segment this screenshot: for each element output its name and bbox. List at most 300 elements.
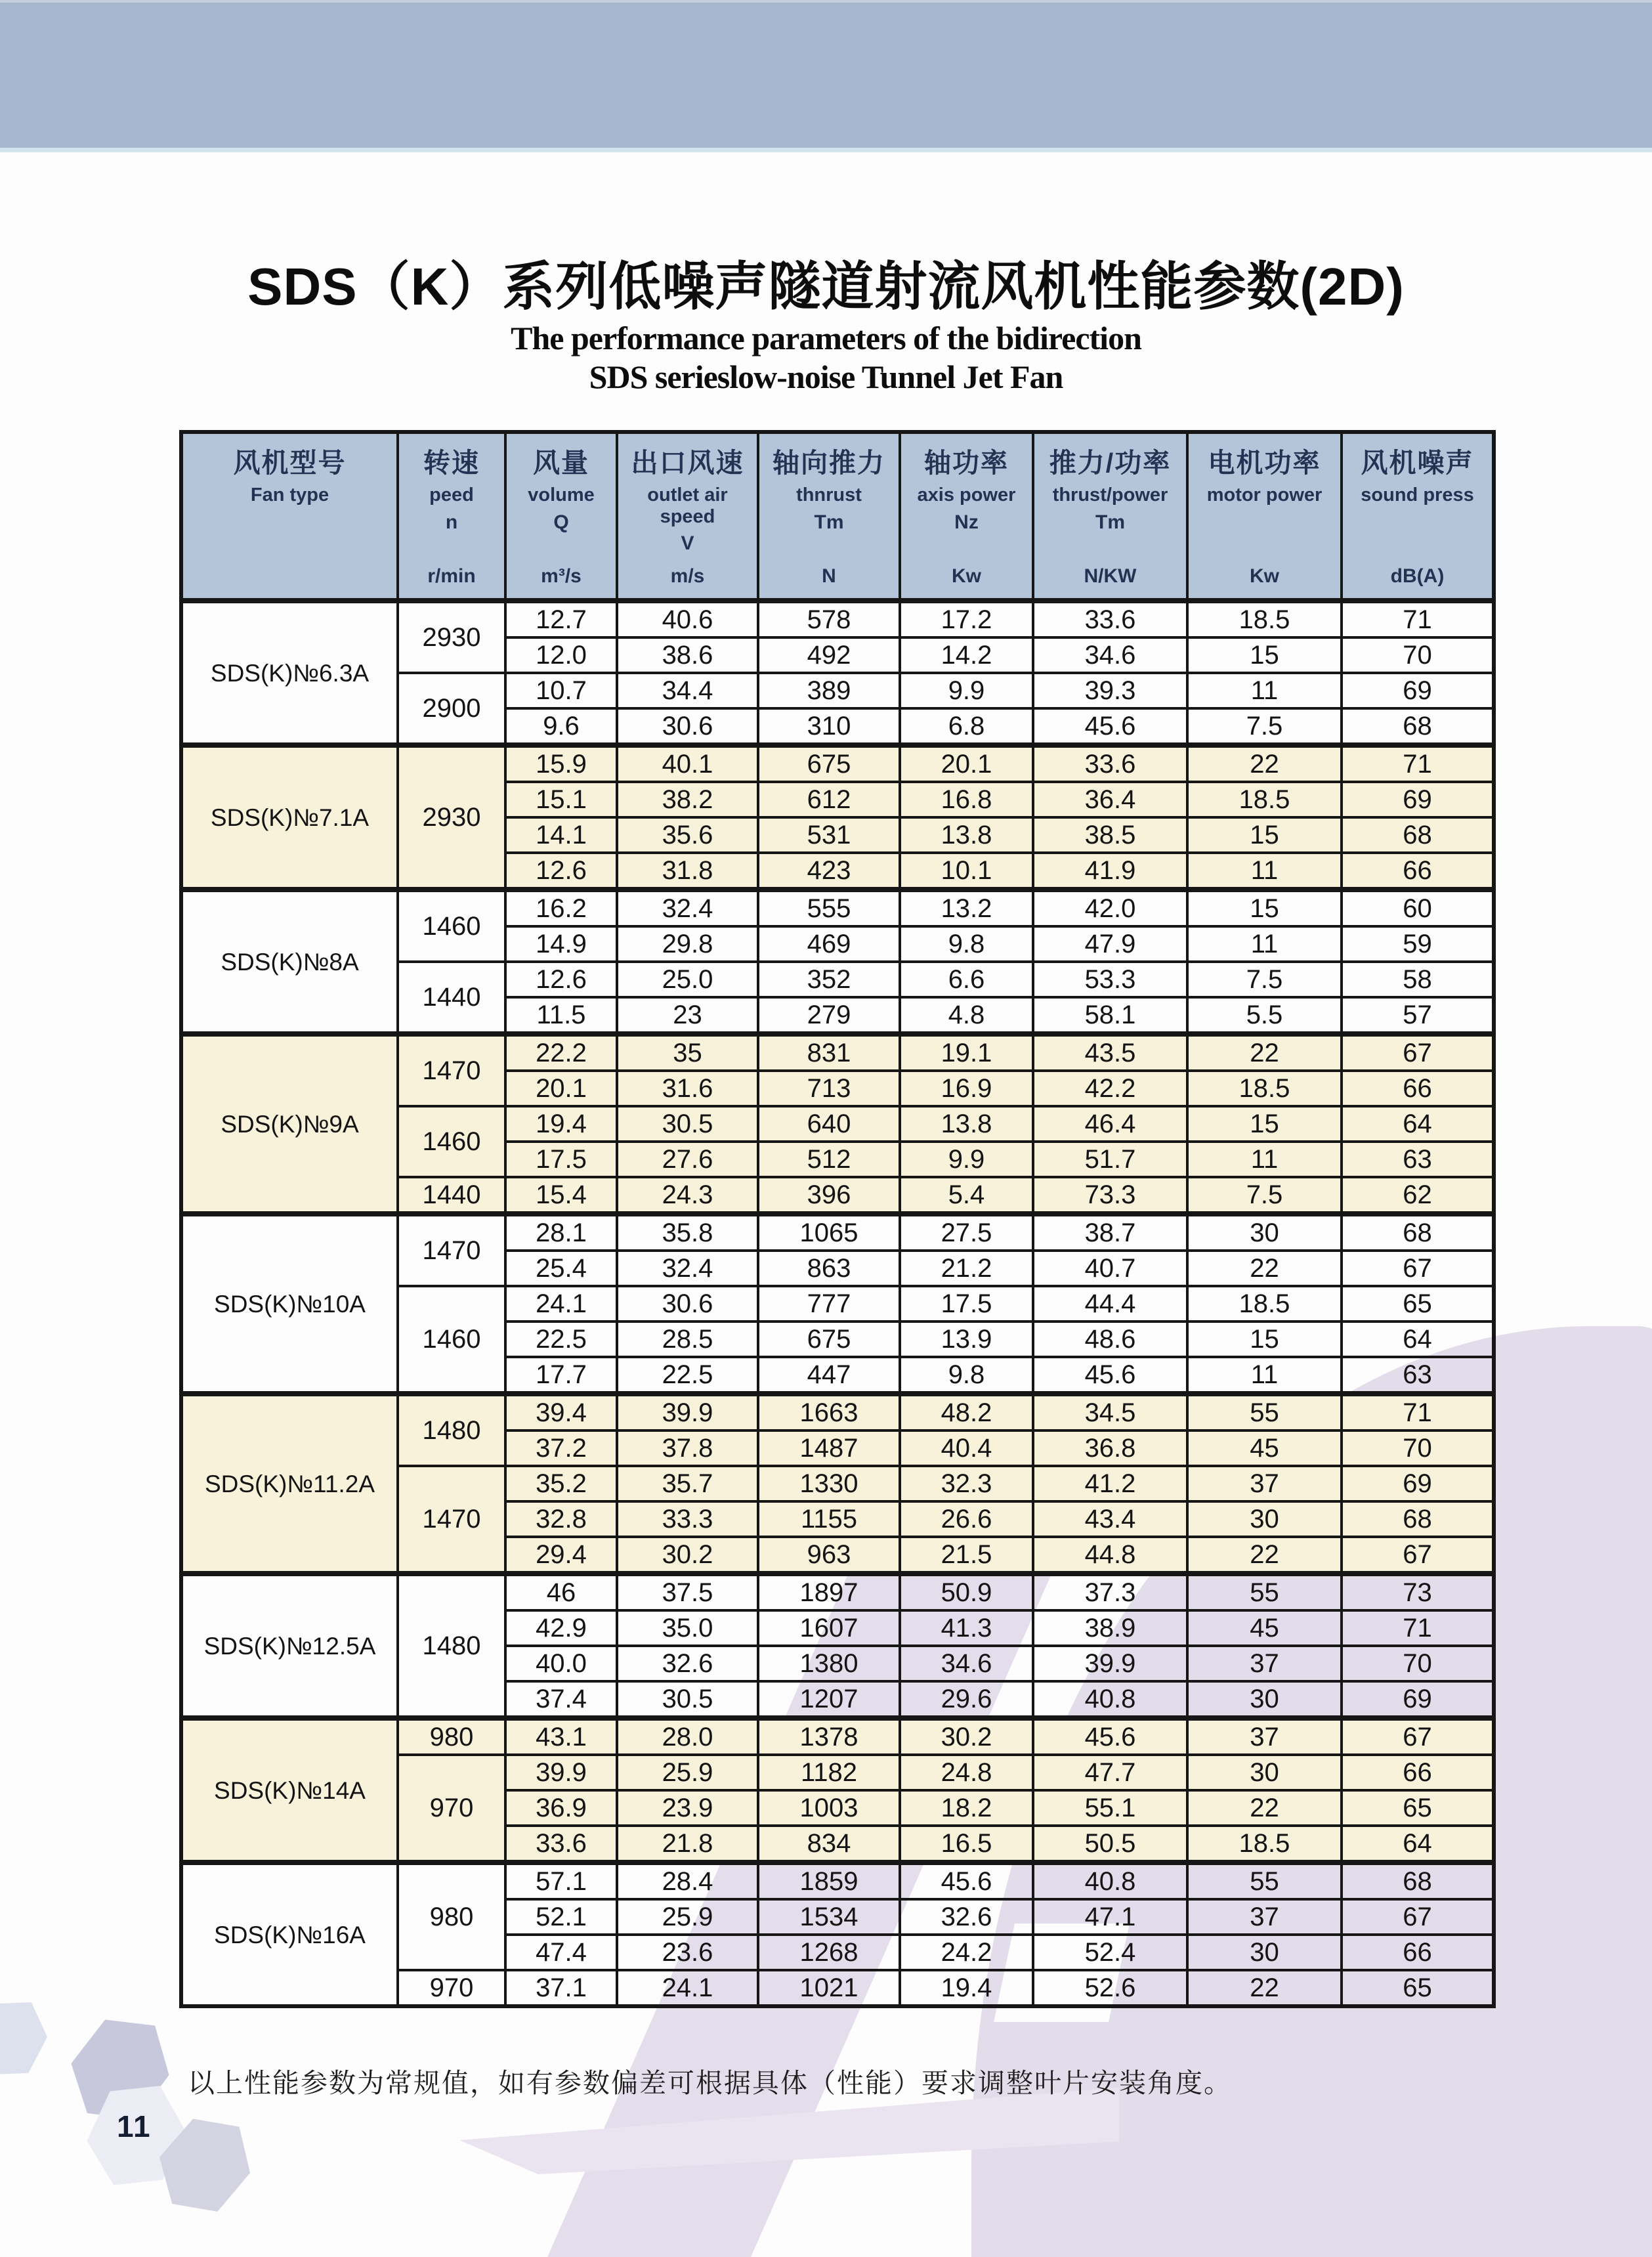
- value-cell: 37.4: [505, 1681, 617, 1718]
- header-text: Tm: [1095, 511, 1125, 533]
- value-cell: 22: [1187, 1970, 1342, 2006]
- column-header: [617, 432, 758, 601]
- value-cell: 37.2: [505, 1430, 617, 1466]
- value-cell: 24.8: [900, 1755, 1033, 1790]
- table-row: [181, 601, 1494, 637]
- value-cell: 32.3: [900, 1466, 1033, 1501]
- value-cell: 52.6: [1033, 1970, 1187, 2006]
- value-cell: 57.1: [505, 1862, 617, 1899]
- value-cell: 24.1: [505, 1286, 617, 1322]
- fan-model-cell: SDS(K)№6.3A: [181, 601, 398, 745]
- value-cell: 396: [758, 1177, 900, 1214]
- header-text: r/min: [427, 565, 476, 587]
- page-title-english-line1: The performance parameters of the bidirection: [511, 320, 1141, 356]
- value-cell: 15: [1187, 1106, 1342, 1142]
- value-cell: 29.6: [900, 1681, 1033, 1718]
- value-cell: 46.4: [1033, 1106, 1187, 1142]
- value-cell: 11: [1187, 853, 1342, 890]
- value-cell: 70: [1342, 1646, 1494, 1681]
- value-cell: 53.3: [1033, 962, 1187, 997]
- value-cell: 58.1: [1033, 997, 1187, 1034]
- value-cell: 66: [1342, 853, 1494, 890]
- value-cell: 32.6: [617, 1646, 758, 1681]
- value-cell: 69: [1342, 1466, 1494, 1501]
- value-cell: 40.8: [1033, 1862, 1187, 1899]
- value-cell: 47.4: [505, 1935, 617, 1970]
- speed-cell: 1440: [398, 1177, 505, 1214]
- value-cell: 23.9: [617, 1790, 758, 1826]
- value-cell: 65: [1342, 1790, 1494, 1826]
- value-cell: 675: [758, 745, 900, 782]
- value-cell: 20.1: [900, 745, 1033, 782]
- header-text: 电机功率: [1208, 448, 1321, 478]
- value-cell: 310: [758, 708, 900, 745]
- value-cell: 39.3: [1033, 673, 1187, 708]
- header-text: 风机型号: [233, 448, 347, 478]
- value-cell: 38.6: [617, 637, 758, 673]
- page-title-chinese: SDS（K）系列低噪声隧道射流风机性能参数(2D): [247, 257, 1405, 316]
- value-cell: 68: [1342, 1214, 1494, 1251]
- value-cell: 44.4: [1033, 1286, 1187, 1322]
- value-cell: 7.5: [1187, 1177, 1342, 1214]
- value-cell: 45.6: [1033, 1718, 1187, 1755]
- value-cell: 32.6: [900, 1899, 1033, 1935]
- value-cell: 11: [1187, 1357, 1342, 1394]
- value-cell: 15.9: [505, 745, 617, 782]
- value-cell: 9.8: [900, 926, 1033, 962]
- page-number: 11: [117, 2109, 152, 2143]
- value-cell: 65: [1342, 1286, 1494, 1322]
- value-cell: 55.1: [1033, 1790, 1187, 1826]
- value-cell: 12.0: [505, 637, 617, 673]
- header-text: 轴向推力: [773, 448, 885, 478]
- value-cell: 531: [758, 817, 900, 853]
- value-cell: 47.9: [1033, 926, 1187, 962]
- value-cell: 30.5: [617, 1681, 758, 1718]
- value-cell: 18.5: [1187, 782, 1342, 817]
- value-cell: 22.2: [505, 1034, 617, 1071]
- header-text: thnrust: [796, 484, 862, 506]
- speed-cell: 980: [398, 1862, 505, 1970]
- value-cell: 17.2: [900, 601, 1033, 637]
- table-row: [181, 1214, 1494, 1251]
- value-cell: 48.2: [900, 1394, 1033, 1430]
- hexagon-decoration: [0, 2002, 47, 2074]
- value-cell: 68: [1342, 708, 1494, 745]
- value-cell: 37.3: [1033, 1574, 1187, 1610]
- value-cell: 13.8: [900, 817, 1033, 853]
- header-text: peed: [429, 484, 474, 506]
- value-cell: 1330: [758, 1466, 900, 1501]
- value-cell: 34.4: [617, 673, 758, 708]
- header-text: n: [445, 511, 458, 533]
- value-cell: 60: [1342, 890, 1494, 926]
- value-cell: 41.2: [1033, 1466, 1187, 1501]
- value-cell: 26.6: [900, 1501, 1033, 1537]
- fan-model-cell: SDS(K)№8A: [181, 890, 398, 1034]
- value-cell: 42.2: [1033, 1071, 1187, 1106]
- value-cell: 33.6: [1033, 745, 1187, 782]
- value-cell: 36.9: [505, 1790, 617, 1826]
- table-row: [181, 1574, 1494, 1610]
- value-cell: 1065: [758, 1214, 900, 1251]
- value-cell: 41.9: [1033, 853, 1187, 890]
- value-cell: 17.5: [900, 1286, 1033, 1322]
- value-cell: 13.9: [900, 1322, 1033, 1357]
- value-cell: 578: [758, 601, 900, 637]
- header-text: dB(A): [1390, 565, 1445, 587]
- value-cell: 18.5: [1187, 1071, 1342, 1106]
- value-cell: 30.2: [900, 1718, 1033, 1755]
- value-cell: 21.2: [900, 1251, 1033, 1286]
- value-cell: 22: [1187, 745, 1342, 782]
- value-cell: 36.4: [1033, 782, 1187, 817]
- value-cell: 66: [1342, 1935, 1494, 1970]
- value-cell: 22: [1187, 1034, 1342, 1071]
- value-cell: 713: [758, 1071, 900, 1106]
- value-cell: 39.9: [505, 1755, 617, 1790]
- column-header: [505, 432, 617, 601]
- value-cell: 7.5: [1187, 708, 1342, 745]
- column-header: [900, 432, 1033, 601]
- value-cell: 64: [1342, 1322, 1494, 1357]
- value-cell: 40.0: [505, 1646, 617, 1681]
- header-text: N/KW: [1084, 565, 1137, 587]
- value-cell: 423: [758, 853, 900, 890]
- value-cell: 1897: [758, 1574, 900, 1610]
- column-header: [758, 432, 900, 601]
- value-cell: 1207: [758, 1681, 900, 1718]
- value-cell: 48.6: [1033, 1322, 1187, 1357]
- value-cell: 14.2: [900, 637, 1033, 673]
- value-cell: 19.4: [900, 1970, 1033, 2006]
- value-cell: 963: [758, 1537, 900, 1574]
- value-cell: 37.5: [617, 1574, 758, 1610]
- value-cell: 43.1: [505, 1718, 617, 1755]
- speed-cell: 2930: [398, 745, 505, 890]
- value-cell: 447: [758, 1357, 900, 1394]
- value-cell: 31.8: [617, 853, 758, 890]
- value-cell: 35.7: [617, 1466, 758, 1501]
- header-text: thrust/power: [1052, 484, 1168, 506]
- value-cell: 15: [1187, 817, 1342, 853]
- value-cell: 59: [1342, 926, 1494, 962]
- value-cell: 1859: [758, 1862, 900, 1899]
- value-cell: 30.6: [617, 708, 758, 745]
- column-header: [1342, 432, 1494, 601]
- value-cell: 16.9: [900, 1071, 1033, 1106]
- fan-model-cell: SDS(K)№16A: [181, 1862, 398, 2006]
- header-text: V: [681, 532, 694, 555]
- value-cell: 71: [1342, 1394, 1494, 1430]
- value-cell: 1380: [758, 1646, 900, 1681]
- speed-cell: 1470: [398, 1214, 505, 1286]
- value-cell: 555: [758, 890, 900, 926]
- value-cell: 389: [758, 673, 900, 708]
- fan-model-cell: SDS(K)№9A: [181, 1034, 398, 1214]
- column-header: [1187, 432, 1342, 601]
- value-cell: 15: [1187, 890, 1342, 926]
- header-text: m/s: [670, 565, 705, 587]
- value-cell: 38.5: [1033, 817, 1187, 853]
- value-cell: 29.8: [617, 926, 758, 962]
- value-cell: 34.6: [900, 1646, 1033, 1681]
- value-cell: 37: [1187, 1646, 1342, 1681]
- value-cell: 16.5: [900, 1826, 1033, 1862]
- value-cell: 1268: [758, 1935, 900, 1970]
- value-cell: 15: [1187, 1322, 1342, 1357]
- speed-cell: 970: [398, 1755, 505, 1862]
- value-cell: 30.6: [617, 1286, 758, 1322]
- value-cell: 15: [1187, 637, 1342, 673]
- value-cell: 43.5: [1033, 1034, 1187, 1071]
- value-cell: 19.4: [505, 1106, 617, 1142]
- fan-performance-table: [179, 430, 1496, 2008]
- value-cell: 70: [1342, 1430, 1494, 1466]
- value-cell: 18.5: [1187, 1826, 1342, 1862]
- value-cell: 40.8: [1033, 1681, 1187, 1718]
- value-cell: 25.0: [617, 962, 758, 997]
- speed-cell: 1470: [398, 1466, 505, 1574]
- speed-cell: 1480: [398, 1574, 505, 1718]
- header-text: m³/s: [541, 565, 582, 587]
- value-cell: 5.5: [1187, 997, 1342, 1034]
- value-cell: 18.5: [1187, 1286, 1342, 1322]
- value-cell: 28.1: [505, 1214, 617, 1251]
- value-cell: 68: [1342, 1862, 1494, 1899]
- value-cell: 52.4: [1033, 1935, 1187, 1970]
- value-cell: 11: [1187, 1142, 1342, 1177]
- value-cell: 30.5: [617, 1106, 758, 1142]
- value-cell: 67: [1342, 1537, 1494, 1574]
- value-cell: 18.5: [1187, 601, 1342, 637]
- value-cell: 21.8: [617, 1826, 758, 1862]
- value-cell: 13.2: [900, 890, 1033, 926]
- header-text: motor power: [1206, 484, 1323, 506]
- value-cell: 50.9: [900, 1574, 1033, 1610]
- value-cell: 47.1: [1033, 1899, 1187, 1935]
- value-cell: 22: [1187, 1537, 1342, 1574]
- value-cell: 38.9: [1033, 1610, 1187, 1646]
- value-cell: 71: [1342, 1610, 1494, 1646]
- value-cell: 25.9: [617, 1899, 758, 1935]
- value-cell: 71: [1342, 601, 1494, 637]
- value-cell: 20.1: [505, 1071, 617, 1106]
- value-cell: 44.8: [1033, 1537, 1187, 1574]
- value-cell: 28.5: [617, 1322, 758, 1357]
- value-cell: 352: [758, 962, 900, 997]
- value-cell: 1663: [758, 1394, 900, 1430]
- value-cell: 863: [758, 1251, 900, 1286]
- value-cell: 69: [1342, 1681, 1494, 1718]
- table-row: [181, 890, 1494, 926]
- value-cell: 69: [1342, 782, 1494, 817]
- top-header-band: [0, 0, 1652, 152]
- value-cell: 17.7: [505, 1357, 617, 1394]
- value-cell: 469: [758, 926, 900, 962]
- value-cell: 30: [1187, 1214, 1342, 1251]
- table-row: [181, 1862, 1494, 1899]
- page-title-english: [0, 319, 1652, 397]
- value-cell: 67: [1342, 1034, 1494, 1071]
- value-cell: 279: [758, 997, 900, 1034]
- header-text: Q: [553, 511, 569, 533]
- value-cell: 4.8: [900, 997, 1033, 1034]
- value-cell: 51.7: [1033, 1142, 1187, 1177]
- value-cell: 35.0: [617, 1610, 758, 1646]
- value-cell: 73: [1342, 1574, 1494, 1610]
- value-cell: 7.5: [1187, 962, 1342, 997]
- fan-model-cell: SDS(K)№11.2A: [181, 1394, 398, 1574]
- value-cell: 45.6: [900, 1862, 1033, 1899]
- value-cell: 37: [1187, 1466, 1342, 1501]
- value-cell: 23.6: [617, 1935, 758, 1970]
- value-cell: 35.6: [617, 817, 758, 853]
- value-cell: 834: [758, 1826, 900, 1862]
- value-cell: 16.2: [505, 890, 617, 926]
- value-cell: 9.8: [900, 1357, 1033, 1394]
- value-cell: 24.1: [617, 1970, 758, 2006]
- value-cell: 640: [758, 1106, 900, 1142]
- value-cell: 55: [1187, 1574, 1342, 1610]
- value-cell: 16.8: [900, 782, 1033, 817]
- value-cell: 11: [1187, 926, 1342, 962]
- fan-model-cell: SDS(K)№7.1A: [181, 745, 398, 890]
- header-text: 出口风速: [631, 448, 744, 478]
- value-cell: 52.1: [505, 1899, 617, 1935]
- value-cell: 66: [1342, 1755, 1494, 1790]
- page-title-english-line2: SDS serieslow-noise Tunnel Jet Fan: [589, 358, 1063, 395]
- value-cell: 675: [758, 1322, 900, 1357]
- value-cell: 34.6: [1033, 637, 1187, 673]
- value-cell: 36.8: [1033, 1430, 1187, 1466]
- value-cell: 30: [1187, 1501, 1342, 1537]
- value-cell: 57: [1342, 997, 1494, 1034]
- value-cell: 43.4: [1033, 1501, 1187, 1537]
- value-cell: 18.2: [900, 1790, 1033, 1826]
- value-cell: 24.2: [900, 1935, 1033, 1970]
- speed-cell: 1480: [398, 1394, 505, 1466]
- value-cell: 39.4: [505, 1394, 617, 1430]
- table-row: [181, 1034, 1494, 1071]
- value-cell: 28.0: [617, 1718, 758, 1755]
- value-cell: 55: [1187, 1394, 1342, 1430]
- value-cell: 45: [1187, 1610, 1342, 1646]
- value-cell: 69: [1342, 673, 1494, 708]
- value-cell: 38.2: [617, 782, 758, 817]
- value-cell: 37.8: [617, 1430, 758, 1466]
- value-cell: 12.6: [505, 853, 617, 890]
- header-text: 风机噪声: [1361, 448, 1474, 478]
- value-cell: 6.8: [900, 708, 1033, 745]
- value-cell: 68: [1342, 817, 1494, 853]
- value-cell: 29.4: [505, 1537, 617, 1574]
- fan-model-cell: SDS(K)№12.5A: [181, 1574, 398, 1718]
- value-cell: 11: [1187, 673, 1342, 708]
- column-header: [1033, 432, 1187, 601]
- value-cell: 22.5: [505, 1322, 617, 1357]
- value-cell: 58: [1342, 962, 1494, 997]
- value-cell: 12.7: [505, 601, 617, 637]
- table-header-row: [181, 432, 1494, 601]
- value-cell: 70: [1342, 637, 1494, 673]
- header-text: Tm: [814, 511, 844, 533]
- value-cell: 1155: [758, 1501, 900, 1537]
- value-cell: 67: [1342, 1251, 1494, 1286]
- value-cell: 1182: [758, 1755, 900, 1790]
- table-row: [181, 1394, 1494, 1430]
- value-cell: 40.7: [1033, 1251, 1187, 1286]
- value-cell: 30.2: [617, 1537, 758, 1574]
- value-cell: 37: [1187, 1899, 1342, 1935]
- value-cell: 67: [1342, 1899, 1494, 1935]
- header-text: Kw: [952, 565, 981, 587]
- value-cell: 62: [1342, 1177, 1494, 1214]
- header-text: Fan type: [250, 484, 329, 506]
- value-cell: 37.1: [505, 1970, 617, 2006]
- value-cell: 492: [758, 637, 900, 673]
- header-text: volume: [528, 484, 595, 506]
- value-cell: 71: [1342, 745, 1494, 782]
- value-cell: 22: [1187, 1790, 1342, 1826]
- value-cell: 67: [1342, 1718, 1494, 1755]
- value-cell: 40.4: [900, 1430, 1033, 1466]
- value-cell: 39.9: [617, 1394, 758, 1430]
- value-cell: 1534: [758, 1899, 900, 1935]
- value-cell: 64: [1342, 1106, 1494, 1142]
- value-cell: 5.4: [900, 1177, 1033, 1214]
- value-cell: 15.1: [505, 782, 617, 817]
- speed-cell: 970: [398, 1970, 505, 2006]
- value-cell: 31.6: [617, 1071, 758, 1106]
- value-cell: 9.9: [900, 673, 1033, 708]
- value-cell: 66: [1342, 1071, 1494, 1106]
- table-row: [181, 1718, 1494, 1755]
- footnote: 以上性能参数为常规值，如有参数偏差可根据具体（性能）要求调整叶片安装角度。: [188, 2067, 1232, 2099]
- header-text: 轴功率: [924, 448, 1009, 478]
- value-cell: 63: [1342, 1357, 1494, 1394]
- speed-cell: 2900: [398, 673, 505, 745]
- value-cell: 612: [758, 782, 900, 817]
- value-cell: 46: [505, 1574, 617, 1610]
- value-cell: 512: [758, 1142, 900, 1177]
- value-cell: 65: [1342, 1970, 1494, 2006]
- value-cell: 30: [1187, 1681, 1342, 1718]
- value-cell: 42.9: [505, 1610, 617, 1646]
- value-cell: 47.7: [1033, 1755, 1187, 1790]
- value-cell: 37: [1187, 1718, 1342, 1755]
- value-cell: 45.6: [1033, 708, 1187, 745]
- value-cell: 45: [1187, 1430, 1342, 1466]
- value-cell: 27.6: [617, 1142, 758, 1177]
- value-cell: 34.5: [1033, 1394, 1187, 1430]
- value-cell: 24.3: [617, 1177, 758, 1214]
- value-cell: 11.5: [505, 997, 617, 1034]
- speed-cell: 1460: [398, 1106, 505, 1177]
- value-cell: 41.3: [900, 1610, 1033, 1646]
- column-header: [181, 432, 398, 601]
- value-cell: 35: [617, 1034, 758, 1071]
- speed-cell: 1470: [398, 1034, 505, 1106]
- value-cell: 68: [1342, 1501, 1494, 1537]
- value-cell: 10.7: [505, 673, 617, 708]
- value-cell: 39.9: [1033, 1646, 1187, 1681]
- value-cell: 9.6: [505, 708, 617, 745]
- value-cell: 35.2: [505, 1466, 617, 1501]
- value-cell: 40.6: [617, 601, 758, 637]
- value-cell: 28.4: [617, 1862, 758, 1899]
- value-cell: 22.5: [617, 1357, 758, 1394]
